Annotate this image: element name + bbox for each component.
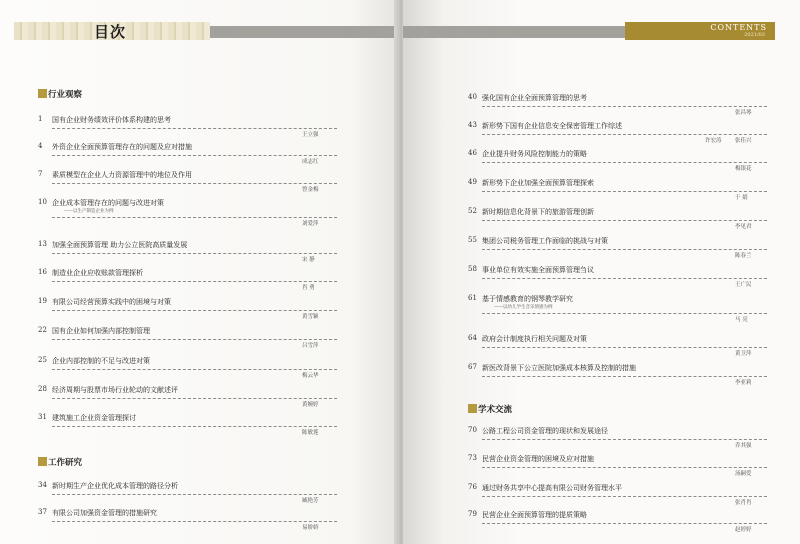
- leader-line: [482, 313, 767, 314]
- page-number: 1: [38, 115, 43, 123]
- section-heading: [38, 456, 82, 468]
- leader-line: [482, 220, 767, 221]
- leader-line: [482, 191, 767, 192]
- title-pattern-block: [14, 22, 210, 40]
- toc-entry[interactable]: [38, 385, 343, 412]
- page-number: 19: [38, 297, 47, 305]
- article-title: 外资企业全面预算管理存在的问题及应对措施: [52, 143, 192, 151]
- leader-line: [52, 281, 337, 282]
- article-subtitle: ——以幼儿学生音乐情感为例: [494, 305, 553, 310]
- leader-line: [52, 521, 337, 522]
- page-number: 67: [468, 363, 477, 371]
- page-number: 37: [38, 508, 47, 516]
- article-author: 梅云华: [302, 373, 319, 379]
- toc-entry[interactable]: [38, 481, 343, 508]
- leader-line: [52, 183, 337, 184]
- article-author: 马 亮: [735, 317, 748, 323]
- toc-entry[interactable]: [38, 198, 343, 225]
- header-bar: [210, 26, 398, 38]
- contents-block: [625, 22, 775, 40]
- article-title: 新时期生产企业优化成本管理的路径分析: [52, 482, 178, 490]
- page-number: 73: [468, 454, 477, 462]
- leader-line: [52, 369, 337, 370]
- article-author: 于 婧: [735, 195, 748, 201]
- article-author: 宋 静: [302, 257, 315, 263]
- article-title: 强化国有企业全面预算管理的思考: [482, 94, 587, 102]
- leader-line: [52, 398, 337, 399]
- article-author: 臧艳芳: [302, 498, 319, 504]
- toc-entry[interactable]: [38, 268, 343, 295]
- article-author: 张佳兴: [735, 138, 752, 144]
- page-number: 25: [38, 356, 47, 364]
- article-author: 吕雪萍: [302, 343, 319, 349]
- article-title: 集团公司税务管理工作面临的挑战与对策: [482, 237, 608, 245]
- leader-line: [52, 128, 337, 129]
- page-number: 79: [468, 510, 477, 518]
- page-number: 13: [38, 240, 47, 248]
- article-author: 李见君: [735, 224, 752, 230]
- article-title: 新形势下企业加强全面预算管理探索: [482, 179, 594, 187]
- leader-line: [482, 134, 767, 135]
- article-coauthor: 许宏涛: [705, 138, 722, 144]
- article-title: 制造业企业应收账款管理探析: [52, 269, 143, 277]
- article-title: 国有企业财务绩效评价体系构建的思考: [52, 116, 171, 124]
- page-number: 16: [38, 268, 47, 276]
- article-author: 梅银花: [735, 166, 752, 172]
- article-title: 通过财务共享中心提高有限公司财务管理水平: [482, 484, 622, 492]
- toc-entry[interactable]: [38, 170, 343, 197]
- toc-entry[interactable]: [468, 510, 773, 537]
- article-author: 乔其强: [735, 443, 752, 449]
- page-number: 28: [38, 385, 47, 393]
- toc-entry[interactable]: [468, 236, 773, 263]
- article-author: 黄卫萍: [735, 351, 752, 357]
- leader-line: [52, 155, 337, 156]
- toc-entry[interactable]: [468, 426, 773, 453]
- page-number: 10: [38, 198, 47, 206]
- leader-line: [52, 426, 337, 427]
- toc-entry[interactable]: [468, 483, 773, 510]
- article-author: 王立强: [302, 132, 319, 138]
- leader-line: [482, 162, 767, 163]
- article-author: 陈春兰: [735, 253, 752, 259]
- toc-entry[interactable]: [38, 297, 343, 324]
- toc-entry[interactable]: [468, 363, 773, 390]
- page-number: 43: [468, 121, 477, 129]
- article-author: 李亚莉: [735, 380, 752, 386]
- leader-line: [482, 376, 767, 377]
- article-author: 王广民: [735, 282, 752, 288]
- toc-entry[interactable]: [468, 93, 773, 120]
- leader-line: [482, 278, 767, 279]
- toc-entry[interactable]: [468, 294, 773, 321]
- article-author: 赵婷婷: [735, 527, 752, 533]
- toc-entry[interactable]: [468, 265, 773, 292]
- toc-entry[interactable]: [38, 508, 343, 535]
- section-marker: [38, 89, 47, 98]
- section-heading: [38, 88, 82, 100]
- article-author: 张昌琴: [735, 110, 752, 116]
- toc-entry[interactable]: [38, 356, 343, 383]
- article-author: 成志红: [302, 159, 319, 165]
- page-number: 31: [38, 413, 47, 421]
- leader-line: [482, 106, 767, 107]
- article-author: 曾金梅: [302, 187, 319, 193]
- article-author: 汤嗣爱: [735, 471, 752, 477]
- article-author: 肖 勇: [302, 285, 315, 291]
- contents-label: CONTENTS: [710, 23, 767, 32]
- leader-line: [482, 496, 767, 497]
- toc-entry[interactable]: [468, 121, 773, 148]
- page-number: 7: [38, 170, 43, 178]
- leader-line: [52, 339, 337, 340]
- toc-entry[interactable]: [468, 207, 773, 234]
- section-label: 工作研究: [48, 458, 83, 468]
- toc-entry[interactable]: [38, 326, 343, 353]
- article-title: 新形势下国有企业信息安全保密管理工作综述: [482, 122, 622, 130]
- section-label: 行业观察: [48, 90, 83, 100]
- leader-line: [52, 494, 337, 495]
- toc-entry[interactable]: [468, 334, 773, 361]
- article-author: 黄婉婷: [302, 402, 319, 408]
- leader-line: [52, 217, 337, 218]
- article-title: 经济周期与股票市场行业轮动的文献述评: [52, 386, 178, 394]
- toc-title: 目次: [94, 23, 127, 41]
- article-title: 基于情感教育的钢琴教学研究: [482, 295, 573, 303]
- article-title: 有限公司加强资金管理的措施研究: [52, 509, 157, 517]
- article-title: 企业提升财务风险控制能力的策略: [482, 150, 587, 158]
- article-title: 新时期信息化背景下的旅游管理创新: [482, 208, 594, 216]
- article-title: 民营企业全面预算管理的提质策略: [482, 511, 587, 519]
- article-author: 陈敏莲: [302, 430, 319, 436]
- toc-entry[interactable]: [38, 142, 343, 169]
- page-number: 61: [468, 294, 477, 302]
- article-subtitle: ——以生产制造企业为例: [64, 209, 114, 214]
- article-title: 国有企业如何加强内部控制管理: [52, 327, 150, 335]
- section-heading: [468, 403, 512, 415]
- section-marker: [38, 457, 47, 466]
- section-label: 学术交流: [478, 405, 513, 415]
- leader-line: [482, 249, 767, 250]
- page-number: 49: [468, 178, 477, 186]
- page-number: 52: [468, 207, 477, 215]
- leader-line: [482, 347, 767, 348]
- toc-entry[interactable]: [468, 149, 773, 176]
- page-number: 76: [468, 483, 477, 491]
- leader-line: [52, 253, 337, 254]
- contents-header: [403, 22, 800, 40]
- article-title: 政府会计制度执行相关问题及对策: [482, 335, 587, 343]
- article-title: 加强全面预算管理 助力公立医院高质量发展: [52, 241, 188, 249]
- page-number: 64: [468, 334, 477, 342]
- section-marker: [468, 404, 477, 413]
- toc-entry[interactable]: [38, 115, 343, 142]
- page-number: 34: [38, 481, 47, 489]
- toc-entry[interactable]: [468, 178, 773, 205]
- leader-line: [482, 439, 767, 440]
- article-title: 建筑施工企业资金管理探讨: [52, 414, 136, 422]
- leader-line: [482, 467, 767, 468]
- article-title: 企业内部控制的不足与改进对策: [52, 357, 150, 365]
- leader-line: [482, 523, 767, 524]
- toc-header: [14, 22, 398, 40]
- article-author: 张肖肖: [735, 500, 752, 506]
- page-number: 46: [468, 149, 477, 157]
- article-title: 新医改背景下公立医院加强成本核算及控制的措施: [482, 364, 636, 372]
- article-author: 黄雪颖: [302, 314, 319, 320]
- article-title: 公路工程公司资金管理的现状和发展途径: [482, 427, 608, 435]
- issue-label: 2021/03: [744, 32, 765, 38]
- right-page: [403, 0, 800, 544]
- article-title: 有限公司经营预算实践中的困境与对策: [52, 298, 171, 306]
- left-page: [0, 0, 398, 544]
- toc-entry[interactable]: [468, 454, 773, 481]
- article-title: 事业单位有效实施全面预算管理刍议: [482, 266, 594, 274]
- page-number: 70: [468, 426, 477, 434]
- page-number: 22: [38, 326, 47, 334]
- article-author: 刘爱萍: [302, 221, 319, 227]
- page-number: 40: [468, 93, 477, 101]
- leader-line: [52, 310, 337, 311]
- page-number: 4: [38, 142, 43, 150]
- article-author: 易娇娇: [302, 525, 319, 531]
- page-number: 55: [468, 236, 477, 244]
- toc-entry[interactable]: [38, 240, 343, 267]
- toc-entry[interactable]: [38, 413, 343, 440]
- page-number: 58: [468, 265, 477, 273]
- article-title: 企业成本管理存在的问题与改进对策: [52, 199, 164, 207]
- article-title: 素质模型在企业人力资源管理中的地位及作用: [52, 171, 192, 179]
- article-title: 民营企业资金管理的困境及应对措施: [482, 455, 594, 463]
